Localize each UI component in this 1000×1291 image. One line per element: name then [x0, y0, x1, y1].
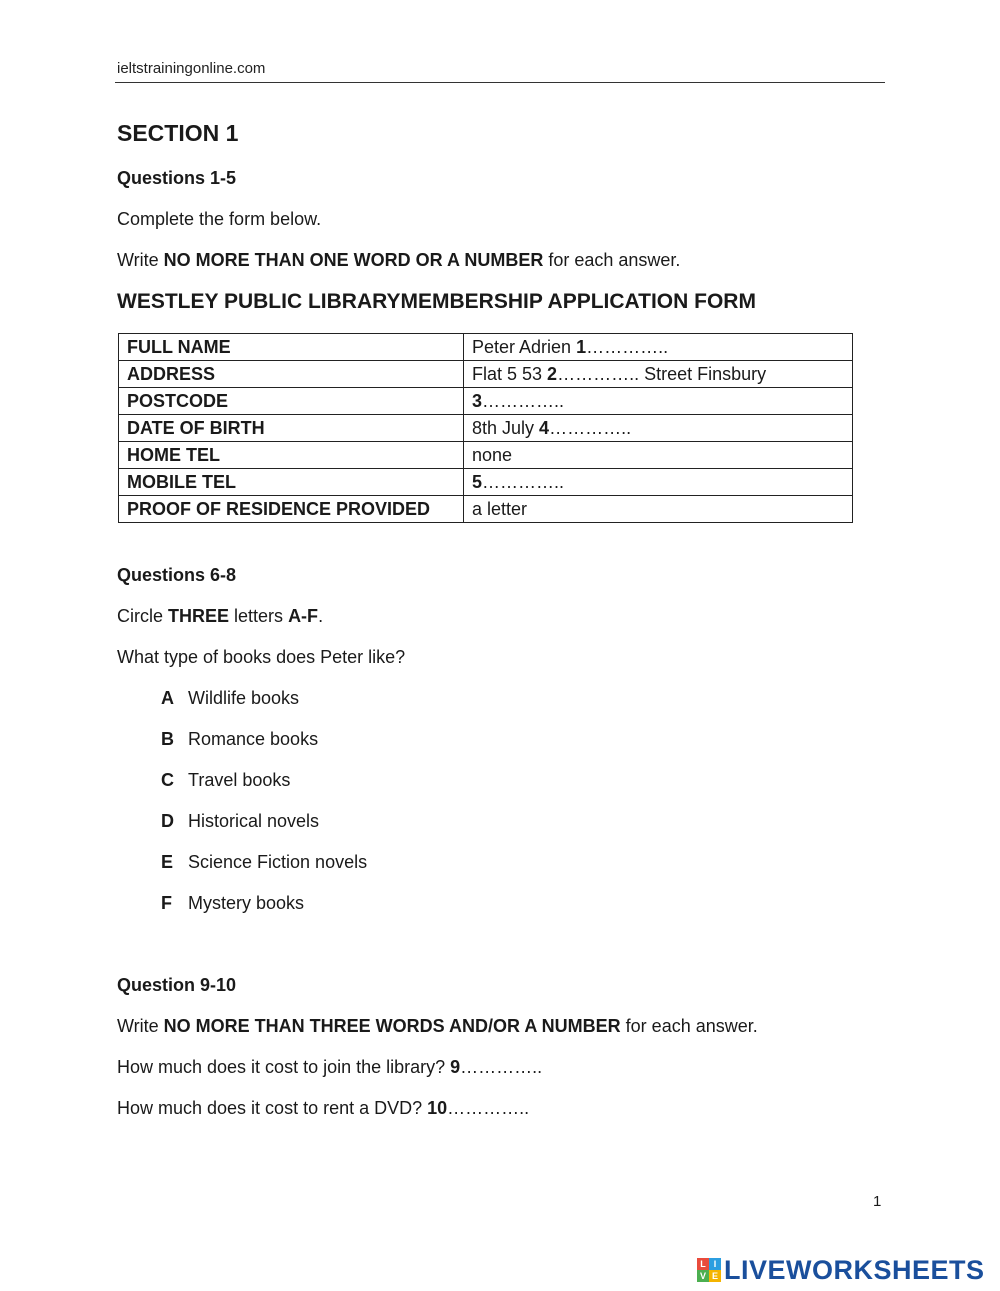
option-text: Romance books [188, 729, 319, 749]
table-row [119, 469, 853, 496]
field-label: PROOF OF RESIDENCE PROVIDED [119, 496, 464, 523]
instruction-word-limit: Write NO MORE THAN ONE WORD OR A NUMBER for each answer. [117, 250, 681, 270]
list-item[interactable] [161, 852, 367, 873]
option-letter: C [161, 770, 174, 790]
field-value: a letter [464, 496, 853, 523]
option-letter: E [161, 852, 174, 872]
page-number: 1 [873, 1193, 882, 1210]
field-label: MOBILE TEL [119, 469, 464, 496]
answer-number: 2 [547, 363, 558, 384]
questions-9-10-heading: Question 9-10 [117, 975, 237, 995]
field-value: none [464, 442, 853, 469]
answer-blank: ………….. Street Finsbury [557, 363, 767, 384]
option-letter: D [161, 811, 174, 831]
question-9: How much does it cost to join the library? 9………….. [117, 1057, 543, 1077]
field-value: Flat 5 53 2………….. Street Finsbury [464, 361, 853, 388]
table-row [119, 415, 853, 442]
answer-number: 3 [472, 390, 483, 411]
field-label: ADDRESS [119, 361, 464, 388]
answer-blank: ………….. [482, 390, 565, 411]
liveworksheets-logo[interactable] [697, 1253, 985, 1287]
section-title: SECTION 1 [117, 120, 239, 146]
field-value: Peter Adrien 1………….. [464, 334, 853, 361]
field-label: DATE OF BIRTH [119, 415, 464, 442]
answer-blank[interactable]: ………….. [447, 1098, 530, 1118]
table-row [119, 388, 853, 415]
answer-number: 1 [576, 336, 587, 357]
answer-number: 5 [472, 471, 483, 492]
option-letter: A [161, 688, 174, 708]
instruction-complete-form: Complete the form below. [117, 209, 322, 229]
option-text: Travel books [188, 770, 291, 790]
list-item[interactable] [161, 811, 319, 832]
option-text: Historical novels [188, 811, 320, 831]
table-row [119, 442, 853, 469]
header-rule [115, 82, 885, 83]
field-value: 8th July 4………….. [464, 415, 853, 442]
questions-6-8-heading: Questions 6-8 [117, 565, 237, 585]
site-url: ieltstrainingonline.com [117, 60, 266, 77]
option-text: Science Fiction novels [188, 852, 368, 872]
option-letter: F [161, 893, 172, 913]
answer-blank: ………….. [482, 471, 565, 492]
field-value [464, 388, 853, 415]
word-limit-bold: NO MORE THAN ONE WORD OR A NUMBER [163, 250, 544, 270]
list-item[interactable] [161, 893, 304, 914]
instruction-circle: Circle THREE letters A-F. [117, 606, 324, 626]
option-text: Mystery books [188, 893, 305, 913]
table-row [119, 334, 853, 361]
answer-number: 9 [450, 1057, 461, 1077]
answer-number: 10 [427, 1098, 448, 1118]
field-label: POSTCODE [119, 388, 464, 415]
liveworksheets-icon: L I V E [697, 1258, 721, 1282]
answer-blank[interactable]: ………….. [460, 1057, 543, 1077]
option-text: Wildlife books [188, 688, 300, 708]
questions-1-5-heading: Questions 1-5 [117, 168, 237, 188]
list-item[interactable] [161, 770, 290, 791]
brand-name: LIVEWORKSHEETS [724, 1254, 985, 1285]
question-book-types: What type of books does Peter like? [117, 647, 406, 667]
answer-blank: ………….. [586, 336, 669, 357]
answer-blank: ………….. [549, 417, 632, 438]
form-title: WESTLEY PUBLIC LIBRARYMEMBERSHIP APPLICATION FORM [117, 290, 756, 313]
instruction-word-limit-2: Write NO MORE THAN THREE WORDS AND/OR A NUMBER for each answer. [117, 1016, 758, 1036]
membership-form-table [118, 333, 853, 523]
question-10: How much does it cost to rent a DVD? 10………….. [117, 1098, 530, 1118]
table-row [119, 361, 853, 388]
list-item[interactable] [161, 729, 318, 750]
field-label: FULL NAME [119, 334, 464, 361]
field-label: HOME TEL [119, 442, 464, 469]
table-row [119, 496, 853, 523]
option-letter: B [161, 729, 174, 749]
answer-number: 4 [539, 417, 550, 438]
field-value [464, 469, 853, 496]
list-item[interactable] [161, 688, 299, 709]
